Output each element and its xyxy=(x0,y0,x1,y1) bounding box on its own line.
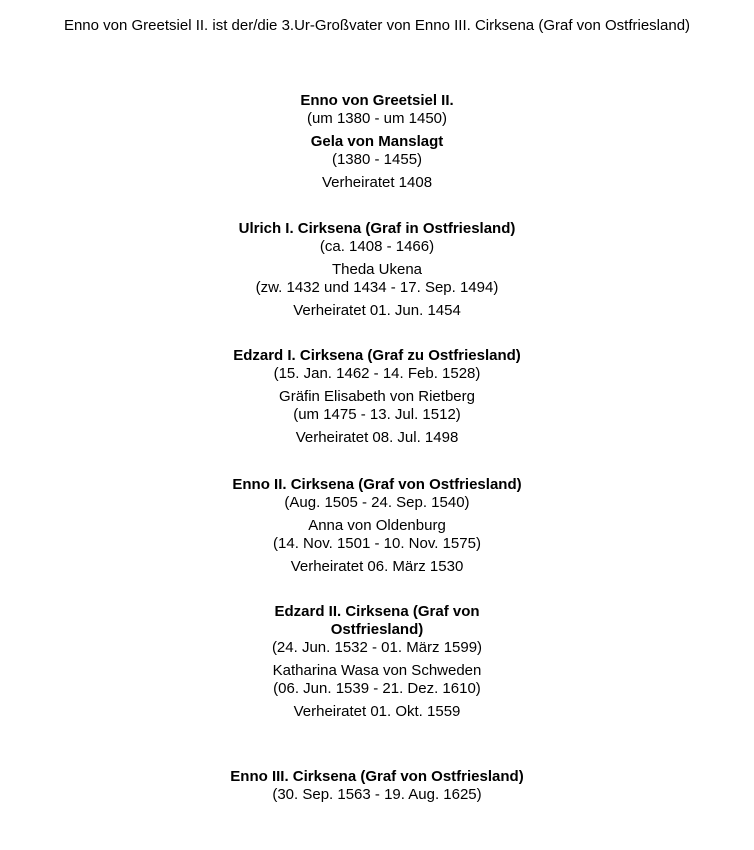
spouse-name: Gela von Manslagt xyxy=(310,133,444,150)
person-name: Enno II. Cirksena (Graf von Ostfriesland) xyxy=(232,476,522,493)
descendant-block xyxy=(0,768,754,804)
spouse-dates: (1380 - 1455) xyxy=(331,151,423,168)
marriage-info: Verheiratet 08. Jul. 1498 xyxy=(295,429,459,446)
person-dates: (um 1380 - um 1450) xyxy=(306,110,448,127)
marriage-info: Verheiratet 1408 xyxy=(321,174,433,191)
spouse-dates: (zw. 1432 und 1434 - 17. Sep. 1494) xyxy=(255,279,499,296)
person-name: Enno III. Cirksena (Graf von Ostfriesland) xyxy=(230,768,524,785)
person-dates: (Aug. 1505 - 24. Sep. 1540) xyxy=(284,494,470,511)
spouse-dates: (um 1475 - 13. Jul. 1512) xyxy=(293,406,461,423)
generation-block xyxy=(0,603,754,721)
person-dates: (ca. 1408 - 1466) xyxy=(319,238,435,255)
person-name: Ulrich I. Cirksena (Graf in Ostfriesland) xyxy=(238,220,516,237)
person-name: Enno von Greetsiel II. xyxy=(300,92,454,109)
generation-block xyxy=(0,476,754,576)
person-dates: (30. Sep. 1563 - 19. Aug. 1625) xyxy=(272,786,482,803)
generation-block xyxy=(0,220,754,320)
spouse-name: Anna von Oldenburg xyxy=(308,517,446,534)
marriage-info: Verheiratet 01. Okt. 1559 xyxy=(293,703,461,720)
marriage-info: Verheiratet 06. März 1530 xyxy=(290,558,464,575)
person-dates: (15. Jan. 1462 - 14. Feb. 1528) xyxy=(273,365,481,382)
marriage-info: Verheiratet 01. Jun. 1454 xyxy=(293,302,461,319)
person-name: Edzard I. Cirksena (Graf zu Ostfriesland) xyxy=(233,347,521,364)
page-title: Enno von Greetsiel II. ist der/die 3.Ur-Großvater von Enno III. Cirksena (Graf von Ostfriesland) xyxy=(63,17,691,34)
spouse-name: Theda Ukena xyxy=(331,261,423,278)
spouse-dates: (06. Jun. 1539 - 21. Dez. 1610) xyxy=(273,680,481,697)
generation-block xyxy=(0,347,754,447)
spouse-name: Katharina Wasa von Schweden xyxy=(272,662,482,679)
spouse-dates: (14. Nov. 1501 - 10. Nov. 1575) xyxy=(273,535,481,552)
spouse-name: Gräfin Elisabeth von Rietberg xyxy=(279,388,475,405)
person-dates: (24. Jun. 1532 - 01. März 1599) xyxy=(271,639,483,656)
generation-block xyxy=(0,92,754,192)
person-name: Edzard II. Cirksena (Graf von Ostfriesland) xyxy=(274,603,480,638)
